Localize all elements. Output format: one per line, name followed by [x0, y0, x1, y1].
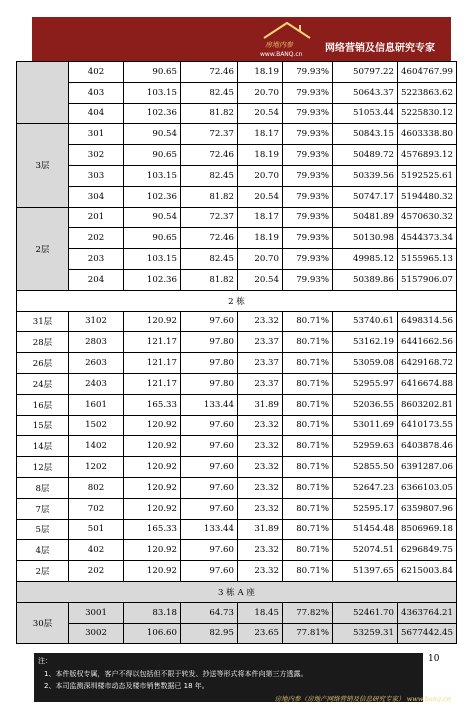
value-cell: 20.70 [238, 249, 283, 270]
table-row [17, 165, 457, 186]
floor-cell: 4层 [17, 540, 69, 561]
value-cell: 20.54 [238, 103, 283, 124]
floor-cell: 12层 [17, 457, 69, 478]
value-cell: 97.80 [181, 332, 238, 353]
value-cell: 52955.97 [333, 373, 398, 394]
value-cell: 97.60 [181, 311, 238, 332]
value-cell: 106.60 [124, 623, 181, 644]
value-cell: 120.92 [124, 498, 181, 519]
value-cell: 6366103.05 [398, 477, 457, 498]
value-cell: 79.93% [283, 145, 333, 166]
unit-cell: 202 [69, 561, 124, 582]
value-cell: 79.93% [283, 228, 333, 249]
value-cell: 165.33 [124, 519, 181, 540]
value-cell: 79.93% [283, 207, 333, 228]
table-row [17, 457, 457, 478]
table-row [17, 602, 457, 623]
value-cell: 20.54 [238, 269, 283, 290]
floor-cell: 28层 [17, 332, 69, 353]
table-row [17, 415, 457, 436]
value-cell: 72.37 [181, 207, 238, 228]
table-row [17, 353, 457, 374]
value-cell: 80.71% [283, 498, 333, 519]
value-cell: 103.15 [124, 249, 181, 270]
value-cell: 97.60 [181, 415, 238, 436]
value-cell: 90.65 [124, 145, 181, 166]
value-cell: 50843.15 [333, 124, 398, 145]
floor-cell: 24层 [17, 373, 69, 394]
value-cell: 102.36 [124, 269, 181, 290]
value-cell: 20.70 [238, 165, 283, 186]
value-cell: 121.17 [124, 373, 181, 394]
value-cell: 90.54 [124, 207, 181, 228]
unit-cell: 202 [69, 228, 124, 249]
value-cell: 6215003.84 [398, 561, 457, 582]
value-cell: 80.71% [283, 394, 333, 415]
table-row [17, 228, 457, 249]
unit-cell: 203 [69, 249, 124, 270]
floor-cell: 3层 [17, 124, 69, 207]
unit-cell: 1402 [69, 436, 124, 457]
value-cell: 50481.89 [333, 207, 398, 228]
table-row [17, 623, 457, 644]
value-cell: 53162.19 [333, 332, 398, 353]
header-tagline: 网络营销及信息研究专家 [325, 43, 435, 54]
value-cell: 82.45 [181, 165, 238, 186]
brand-name: 房地内参 [265, 41, 293, 49]
page-number: 10 [428, 654, 440, 664]
notes-item-1: 1、本件版权专属，客户不得以包括但不限于转发、抄送等形式将本件向第三方透露。 [44, 670, 308, 678]
table-row [17, 186, 457, 207]
value-cell: 4570630.32 [398, 207, 457, 228]
value-cell: 97.60 [181, 561, 238, 582]
value-cell: 90.54 [124, 124, 181, 145]
notes-item-2: 2、本司监测深圳楼市动态及楼市销售数据已 18 年。 [44, 682, 209, 690]
section-row [17, 290, 457, 311]
table-row [17, 62, 457, 83]
value-cell: 120.92 [124, 436, 181, 457]
header-banner [32, 17, 451, 61]
value-cell: 82.45 [181, 249, 238, 270]
value-cell: 97.60 [181, 457, 238, 478]
value-cell: 80.71% [283, 311, 333, 332]
value-cell: 51053.44 [333, 103, 398, 124]
value-cell: 79.93% [283, 249, 333, 270]
floor-cell: 2层 [17, 561, 69, 582]
section-row [17, 581, 457, 602]
value-cell: 20.70 [238, 82, 283, 103]
value-cell: 23.32 [238, 477, 283, 498]
value-cell: 4603338.80 [398, 124, 457, 145]
value-cell: 77.81% [283, 623, 333, 644]
value-cell: 72.46 [181, 62, 238, 83]
value-cell: 133.44 [181, 394, 238, 415]
table-row [17, 249, 457, 270]
unit-cell: 3001 [69, 602, 124, 623]
value-cell: 79.93% [283, 269, 333, 290]
value-cell: 82.95 [181, 623, 238, 644]
value-cell: 4576893.12 [398, 145, 457, 166]
value-cell: 6410173.55 [398, 415, 457, 436]
floor-cell: 14层 [17, 436, 69, 457]
value-cell: 80.71% [283, 332, 333, 353]
table-row [17, 519, 457, 540]
value-cell: 103.15 [124, 82, 181, 103]
value-cell: 23.32 [238, 561, 283, 582]
section-title: 2 栋 [17, 290, 457, 311]
value-cell: 18.19 [238, 145, 283, 166]
value-cell: 23.32 [238, 540, 283, 561]
table-row [17, 207, 457, 228]
value-cell: 53740.61 [333, 311, 398, 332]
unit-cell: 1502 [69, 415, 124, 436]
value-cell: 31.89 [238, 394, 283, 415]
value-cell: 23.65 [238, 623, 283, 644]
table-row [17, 373, 457, 394]
value-cell: 18.17 [238, 124, 283, 145]
value-cell: 121.17 [124, 332, 181, 353]
value-cell: 79.93% [283, 124, 333, 145]
value-cell: 52855.50 [333, 457, 398, 478]
value-cell: 80.71% [283, 373, 333, 394]
unit-cell: 2803 [69, 332, 124, 353]
value-cell: 52074.51 [333, 540, 398, 561]
value-cell: 49985.12 [333, 249, 398, 270]
value-cell: 79.93% [283, 165, 333, 186]
value-cell: 97.60 [181, 498, 238, 519]
value-cell: 52461.70 [333, 602, 398, 623]
value-cell: 52959.63 [333, 436, 398, 457]
value-cell: 4544373.34 [398, 228, 457, 249]
sales-price-table [16, 61, 457, 644]
unit-cell: 2603 [69, 353, 124, 374]
value-cell: 72.46 [181, 145, 238, 166]
value-cell: 31.89 [238, 519, 283, 540]
value-cell: 18.45 [238, 602, 283, 623]
unit-cell: 404 [69, 103, 124, 124]
value-cell: 82.45 [181, 82, 238, 103]
value-cell: 120.92 [124, 311, 181, 332]
value-cell: 50339.56 [333, 165, 398, 186]
value-cell: 79.93% [283, 62, 333, 83]
value-cell: 97.80 [181, 373, 238, 394]
unit-cell: 802 [69, 477, 124, 498]
value-cell: 6403878.46 [398, 436, 457, 457]
value-cell: 23.32 [238, 415, 283, 436]
value-cell: 80.71% [283, 561, 333, 582]
value-cell: 53011.69 [333, 415, 398, 436]
value-cell: 18.19 [238, 62, 283, 83]
value-cell: 81.82 [181, 103, 238, 124]
value-cell: 77.82% [283, 602, 333, 623]
floor-cell: 26层 [17, 353, 69, 374]
brand-site: www.BANQ.cn [260, 51, 303, 58]
value-cell: 20.54 [238, 186, 283, 207]
unit-cell: 501 [69, 519, 124, 540]
value-cell: 23.37 [238, 353, 283, 374]
value-cell: 133.44 [181, 519, 238, 540]
unit-cell: 201 [69, 207, 124, 228]
value-cell: 50389.86 [333, 269, 398, 290]
value-cell: 83.18 [124, 602, 181, 623]
value-cell: 80.71% [283, 457, 333, 478]
value-cell: 23.32 [238, 311, 283, 332]
floor-cell: 2层 [17, 207, 69, 290]
table-row [17, 498, 457, 519]
value-cell: 80.71% [283, 353, 333, 374]
floor-cell: 5层 [17, 519, 69, 540]
table-row [17, 436, 457, 457]
value-cell: 5155965.13 [398, 249, 457, 270]
value-cell: 6429168.72 [398, 353, 457, 374]
value-cell: 120.92 [124, 540, 181, 561]
unit-cell: 402 [69, 62, 124, 83]
value-cell: 18.17 [238, 207, 283, 228]
table-row [17, 269, 457, 290]
unit-cell: 1202 [69, 457, 124, 478]
value-cell: 5194480.32 [398, 186, 457, 207]
value-cell: 18.19 [238, 228, 283, 249]
value-cell: 79.93% [283, 186, 333, 207]
value-cell: 5223863.62 [398, 82, 457, 103]
value-cell: 4604767.99 [398, 62, 457, 83]
value-cell: 52036.55 [333, 394, 398, 415]
value-cell: 6498314.56 [398, 311, 457, 332]
table-row [17, 145, 457, 166]
unit-cell: 3102 [69, 311, 124, 332]
table-row [17, 394, 457, 415]
value-cell: 50747.17 [333, 186, 398, 207]
value-cell: 80.71% [283, 477, 333, 498]
table-row [17, 540, 457, 561]
table-row [17, 332, 457, 353]
floor-cell: 8层 [17, 477, 69, 498]
value-cell: 6441662.56 [398, 332, 457, 353]
value-cell: 8506969.18 [398, 519, 457, 540]
value-cell: 80.71% [283, 436, 333, 457]
value-cell: 23.37 [238, 373, 283, 394]
notes-title: 注： [38, 657, 52, 665]
value-cell: 23.32 [238, 457, 283, 478]
value-cell: 5157906.07 [398, 269, 457, 290]
value-cell: 102.36 [124, 103, 181, 124]
value-cell: 80.71% [283, 519, 333, 540]
unit-cell: 301 [69, 124, 124, 145]
value-cell: 6391287.06 [398, 457, 457, 478]
section-title: 3 栋 A 座 [17, 581, 457, 602]
value-cell: 165.33 [124, 394, 181, 415]
floor-cell: 30层 [17, 602, 69, 644]
value-cell: 80.71% [283, 540, 333, 561]
floor-cell: 15层 [17, 415, 69, 436]
unit-cell: 1601 [69, 394, 124, 415]
value-cell: 5677442.45 [398, 623, 457, 644]
value-cell: 79.93% [283, 82, 333, 103]
value-cell: 80.71% [283, 415, 333, 436]
value-cell: 5192525.61 [398, 165, 457, 186]
value-cell: 103.15 [124, 165, 181, 186]
value-cell: 97.60 [181, 477, 238, 498]
table-row [17, 477, 457, 498]
floor-cell [17, 62, 69, 124]
value-cell: 102.36 [124, 186, 181, 207]
value-cell: 50130.98 [333, 228, 398, 249]
value-cell: 23.37 [238, 332, 283, 353]
value-cell: 23.32 [238, 498, 283, 519]
floor-cell: 7层 [17, 498, 69, 519]
value-cell: 81.82 [181, 269, 238, 290]
value-cell: 79.93% [283, 103, 333, 124]
value-cell: 6416674.88 [398, 373, 457, 394]
value-cell: 50643.37 [333, 82, 398, 103]
value-cell: 53059.08 [333, 353, 398, 374]
unit-cell: 302 [69, 145, 124, 166]
unit-cell: 304 [69, 186, 124, 207]
unit-cell: 702 [69, 498, 124, 519]
value-cell: 90.65 [124, 62, 181, 83]
unit-cell: 402 [69, 540, 124, 561]
value-cell: 97.80 [181, 353, 238, 374]
value-cell: 120.92 [124, 561, 181, 582]
unit-cell: 3002 [69, 623, 124, 644]
value-cell: 4363764.21 [398, 602, 457, 623]
table-row [17, 82, 457, 103]
value-cell: 81.82 [181, 186, 238, 207]
unit-cell: 403 [69, 82, 124, 103]
value-cell: 53259.31 [333, 623, 398, 644]
value-cell: 64.73 [181, 602, 238, 623]
unit-cell: 2403 [69, 373, 124, 394]
value-cell: 120.92 [124, 415, 181, 436]
value-cell: 51454.48 [333, 519, 398, 540]
value-cell: 6296849.75 [398, 540, 457, 561]
table-row [17, 124, 457, 145]
value-cell: 120.92 [124, 477, 181, 498]
value-cell: 72.46 [181, 228, 238, 249]
value-cell: 72.37 [181, 124, 238, 145]
value-cell: 97.60 [181, 540, 238, 561]
value-cell: 50489.72 [333, 145, 398, 166]
value-cell: 50797.22 [333, 62, 398, 83]
value-cell: 121.17 [124, 353, 181, 374]
value-cell: 52595.17 [333, 498, 398, 519]
table-row [17, 311, 457, 332]
unit-cell: 303 [69, 165, 124, 186]
value-cell: 90.65 [124, 228, 181, 249]
value-cell: 8603202.81 [398, 394, 457, 415]
value-cell: 120.92 [124, 457, 181, 478]
footer-line: 房地内参（房地产网络营销及信息研究专家） www.banq.cn [274, 695, 451, 703]
table-row [17, 561, 457, 582]
table-row [17, 103, 457, 124]
value-cell: 52647.23 [333, 477, 398, 498]
value-cell: 5225830.12 [398, 103, 457, 124]
value-cell: 23.32 [238, 436, 283, 457]
value-cell: 6359807.96 [398, 498, 457, 519]
value-cell: 51397.65 [333, 561, 398, 582]
floor-cell: 31层 [17, 311, 69, 332]
floor-cell: 16层 [17, 394, 69, 415]
value-cell: 97.60 [181, 436, 238, 457]
unit-cell: 204 [69, 269, 124, 290]
